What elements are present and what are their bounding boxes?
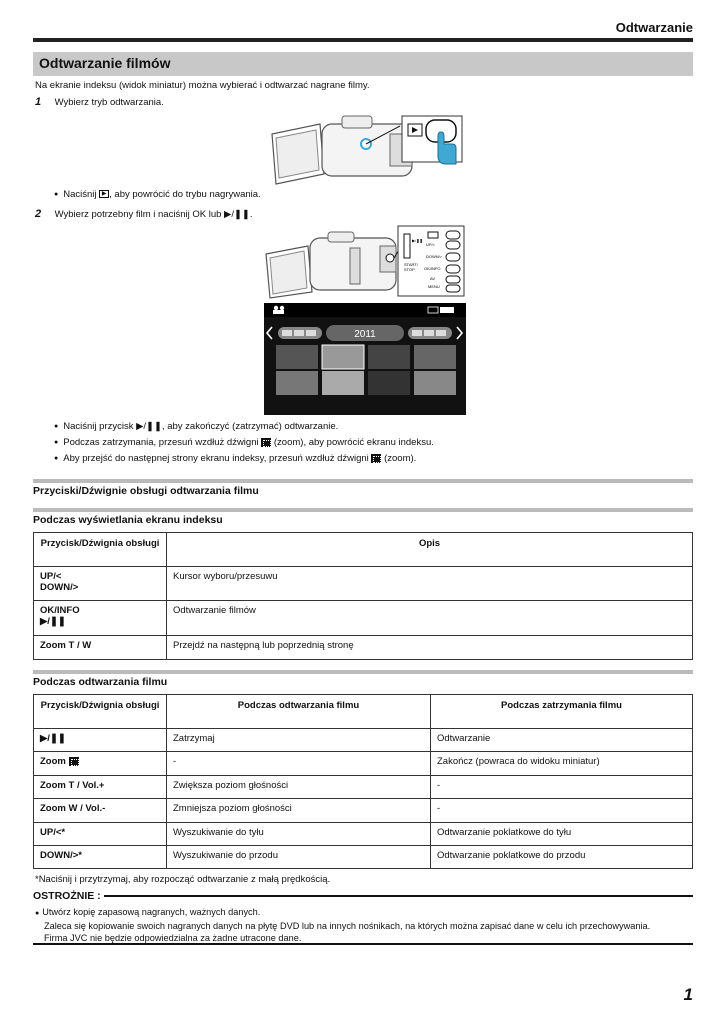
- table-row: [34, 601, 693, 636]
- playback-table: [33, 694, 693, 869]
- camera-buttons-illustration: [262, 224, 467, 300]
- index-col-description: Opis: [167, 533, 693, 567]
- caution-heading: [33, 890, 693, 902]
- svg-text:▶/❚❚: ▶/❚❚: [412, 238, 423, 243]
- control-cell: [34, 752, 167, 776]
- index-year-label: 2011: [354, 329, 376, 340]
- svg-text:OK/INFO: OK/INFO: [424, 266, 441, 271]
- zoom-icon: [261, 438, 271, 447]
- description-cell: Przejdź na następną lub poprzednią stronę: [167, 636, 693, 660]
- page-number: 1: [683, 985, 693, 1004]
- play-mode-icon: ▶: [99, 190, 109, 198]
- header-rule: [33, 38, 693, 42]
- playback-heading: Podczas odtwarzania filmu: [33, 670, 693, 688]
- control-label: UP/<: [40, 571, 62, 582]
- caution-rule: [104, 895, 693, 897]
- camera-play-illustration: [262, 112, 467, 190]
- table-row: [34, 799, 693, 823]
- index-col-control: Przycisk/Dźwignia obsługi: [34, 533, 167, 567]
- control-cell: [34, 567, 167, 601]
- table-row: [34, 776, 693, 799]
- control-label: DOWN/>: [40, 582, 79, 593]
- step-2-bullet-3-post: (zoom).: [384, 453, 417, 464]
- step-1: [35, 96, 164, 108]
- control-label: OK/INFO: [40, 605, 80, 616]
- playback-col-playing: Podczas odtwarzania filmu: [167, 695, 431, 729]
- stopped-cell: -: [431, 776, 693, 799]
- step-1-bullet-post: , aby powrócić do trybu nagrywania.: [109, 189, 261, 200]
- step-2-bullet-3: [54, 453, 416, 464]
- control-cell: [34, 601, 167, 636]
- caution-line-2: Zaleca się kopiowanie swoich nagranych danych na płytę DVD lub na innych nośnikach, na których można zapisać dane w celu ich przechowywania.: [44, 921, 651, 931]
- table-row: [34, 636, 693, 660]
- step-2-bullet-3-pre: Aby przejść do następnej strony ekranu indeksy, przesuń wzdłuż dźwigni: [63, 453, 369, 464]
- control-cell: Zoom T / Vol.+: [34, 776, 167, 799]
- caution-body: [35, 906, 650, 944]
- index-screen-table: [33, 532, 693, 660]
- index-screen-illustration: [264, 303, 466, 415]
- playback-col-stopped: Podczas zatrzymania filmu: [431, 695, 693, 729]
- page-title: Odtwarzanie filmów: [33, 52, 693, 76]
- step-2-text: Wybierz potrzebny film i naciśnij OK lub ▶/❚❚.: [54, 209, 253, 220]
- playback-col-control: Przycisk/Dźwignia obsługi: [34, 695, 167, 729]
- index-screen-heading: Podczas wyświetlania ekranu indeksu: [33, 508, 693, 526]
- caution-line-1: ● Utwórz kopię zapasową nagranych, ważnych danych.: [35, 907, 261, 917]
- control-cell: Zoom W / Vol.-: [34, 799, 167, 823]
- svg-text:DOWN/>: DOWN/>: [426, 254, 443, 259]
- table-row: [34, 729, 693, 752]
- control-label: ▶/❚❚: [40, 616, 66, 627]
- caution-line-3: Firma JVC nie będzie odpowiedzialna za żadne utracone dane.: [44, 933, 302, 943]
- intro-text: Na ekranie indeksu (widok miniatur) można wybierać i odtwarzać nagrane filmy.: [35, 80, 370, 91]
- control-cell: Zoom T / W: [34, 636, 167, 660]
- svg-text:AV: AV: [430, 276, 436, 281]
- step-1-text: Wybierz tryb odtwarzania.: [54, 97, 164, 108]
- zoom-icon: [69, 757, 79, 766]
- step-2: [35, 208, 253, 220]
- playing-cell: Zatrzymaj: [167, 729, 431, 752]
- table-row: [34, 567, 693, 601]
- footnote: *Naciśnij i przytrzymaj, aby rozpocząć odtwarzanie z małą prędkością.: [35, 874, 331, 885]
- playing-cell: -: [167, 752, 431, 776]
- header-section-title: Odtwarzanie: [615, 20, 693, 35]
- bottom-rule: [33, 943, 693, 945]
- step-1-number: 1: [35, 96, 42, 108]
- table-row: [34, 823, 693, 846]
- step-2-bullet-1: ● Naciśnij przycisk ▶/❚❚, aby zakończyć (zatrzymać) odtwarzanie.: [54, 421, 338, 432]
- svg-text:START/: START/: [404, 262, 418, 267]
- control-cell: DOWN/>*: [34, 846, 167, 869]
- stopped-cell: Odtwarzanie: [431, 729, 693, 752]
- step-2-bullet-2-pre: Podczas zatrzymania, przesuń wzdłuż dźwigni: [63, 437, 259, 448]
- table-row: [34, 846, 693, 869]
- step-2-bullet-2: [54, 437, 434, 448]
- playing-cell: Wyszukiwanie do tyłu: [167, 823, 431, 846]
- description-cell: Kursor wyboru/przesuwu: [167, 567, 693, 601]
- description-cell: Odtwarzanie filmów: [167, 601, 693, 636]
- section-controls-heading: Przyciski/Dźwignie obsługi odtwarzania filmu: [33, 479, 693, 497]
- step-1-bullet: [54, 189, 261, 200]
- svg-text:STOP: STOP: [404, 267, 415, 272]
- stopped-cell: Odtwarzanie poklatkowe do tyłu: [431, 823, 693, 846]
- stopped-cell: Zakończ (powraca do widoku miniatur): [431, 752, 693, 776]
- control-cell: UP/<*: [34, 823, 167, 846]
- stopped-cell: -: [431, 799, 693, 823]
- caution-title: OSTROŻNIE :: [33, 890, 101, 902]
- control-label: Zoom: [40, 756, 66, 767]
- step-2-bullet-2-post: (zoom), aby powrócić ekranu indeksu.: [273, 437, 434, 448]
- step-2-number: 2: [35, 208, 42, 220]
- stopped-cell: Odtwarzanie poklatkowe do przodu: [431, 846, 693, 869]
- table-row: [34, 752, 693, 776]
- step-1-bullet-pre: Naciśnij: [63, 189, 97, 200]
- playing-cell: Wyszukiwanie do przodu: [167, 846, 431, 869]
- zoom-icon: [371, 454, 381, 463]
- svg-text:UP/<: UP/<: [426, 242, 436, 247]
- playing-cell: Zmniejsza poziom głośności: [167, 799, 431, 823]
- svg-text:MENU: MENU: [428, 284, 440, 289]
- playing-cell: Zwiększa poziom głośności: [167, 776, 431, 799]
- control-cell: ▶/❚❚: [34, 729, 167, 752]
